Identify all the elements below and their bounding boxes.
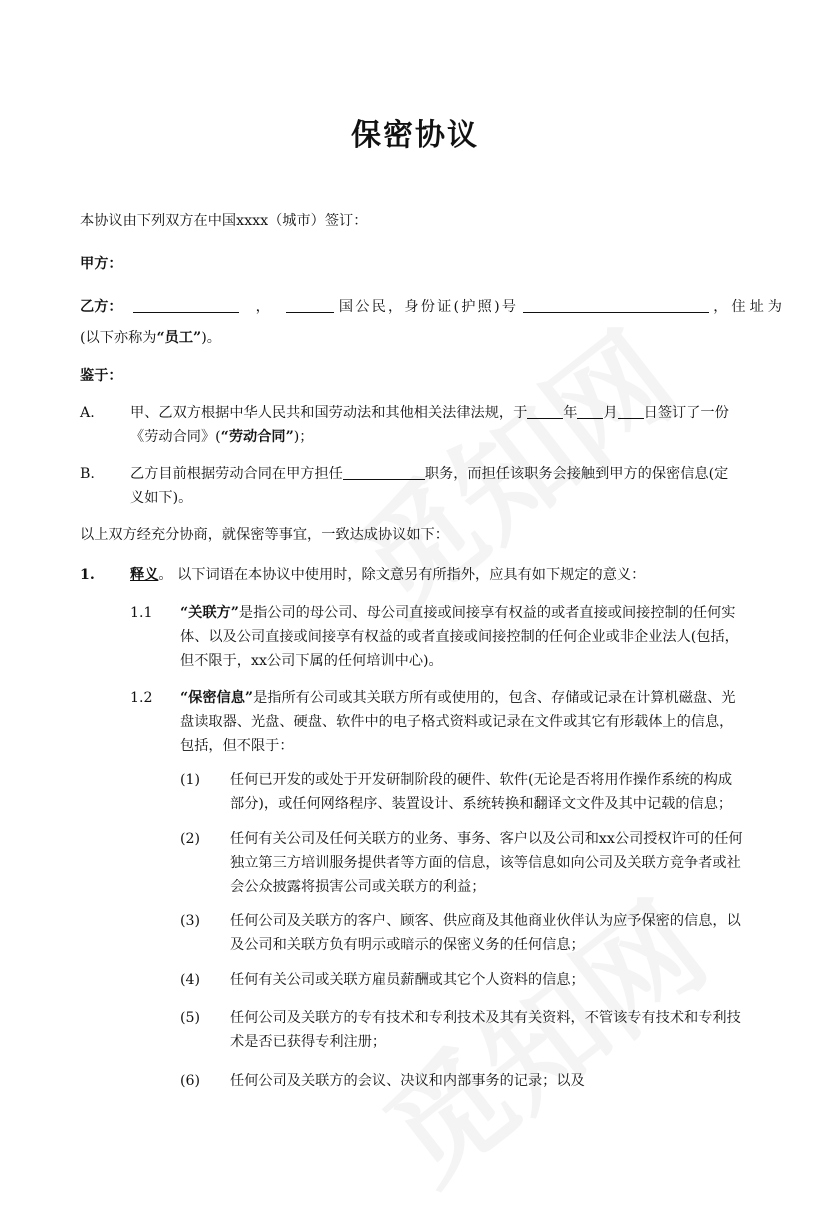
item-number: (2) (180, 831, 201, 847)
employee-definition-line: (以下亦称为“员工”)。 (80, 330, 221, 346)
item-number: (5) (180, 1010, 201, 1026)
item-line: 任何公司及关联方的会议、决议和内部事务的记录；以及 (230, 1073, 585, 1089)
nationality-blank (286, 297, 334, 313)
recital-b-line2: 义如下)。 (130, 490, 193, 506)
section-1-number: 1. (80, 567, 95, 583)
clause-1-1-line2: 体、以及公司直接或间接享有权益的或者直接或间接控制的任何企业或非企业法人(包括， (180, 629, 739, 645)
document-title: 保密协议 (351, 118, 479, 153)
item-number: (6) (180, 1073, 201, 1089)
clause-1-2-line1: “保密信息”是指所有公司或其关联方所有或使用的，包含、存储或记录在计算机磁盘、光 (180, 690, 736, 706)
recital-b-line1: 乙方目前根据劳动合同在甲方担任 职务，而担任该职务会接触到甲方的保密信息(定 (130, 466, 729, 482)
id-number-blank (523, 297, 709, 313)
item-number: (3) (180, 913, 201, 929)
item-line: 任何有关公司或关联方雇员薪酬或其它个人资料的信息； (230, 972, 585, 988)
section-1-line: 释义。 以下词语在本协议中使用时，除文意另有所指外，应具有如下规定的意义： (130, 567, 646, 583)
clause-1-1-line3: 但不限于，xx公司下属的任何培训中心)。 (180, 653, 443, 669)
recital-a-marker: A. (80, 405, 95, 421)
recital-a-line1: 甲、乙双方根据中华人民共和国劳动法和其他相关法律法规，于 年 月 日签订了一份 (130, 405, 729, 421)
item-line: 及公司和关联方负有明示或暗示的保密义务的任何信息； (230, 937, 585, 953)
item-line: 部分)，或任何网络程序、装置设计、系统转换和翻译文文件及其中记载的信息； (230, 796, 733, 812)
item-line: 任何公司及关联方的专有技术和专利技术及其有关资料，不管该专有技术和专利技 (230, 1010, 741, 1026)
clause-1-1-line1: “关联方”是指公司的母公司、母公司直接或间接享有权益的或者直接或间接控制的任何实 (180, 605, 736, 621)
party-b-name-blank (133, 297, 239, 313)
clause-1-2-line2: 盘读取器、光盘、硬盘、软件中的电子格式资料或记录在文件或其它有形载体上的信息， (180, 714, 734, 730)
item-number: (4) (180, 972, 201, 988)
party-b-label: 乙方： (80, 299, 123, 315)
section-1-heading: 释义 (130, 567, 159, 583)
item-line: 任何公司及关联方的客户、顾客、供应商及其他商业伙伴认为应予保密的信息，以 (230, 913, 741, 929)
clause-1-2-number: 1.2 (130, 690, 153, 706)
item-line: 会公众披露将损害公司或关联方的利益； (230, 879, 486, 895)
clause-1-1-number: 1.1 (130, 605, 153, 621)
recital-b-marker: B. (80, 466, 95, 482)
whereas-label: 鉴于： (80, 368, 123, 384)
item-line: 任何已开发的或处于开发研制阶段的硬件、软件(无论是否将用作操作系统的构成 (230, 772, 733, 788)
item-line: 独立第三方培训服务提供者等方面的信息，该等信息如向公司及关联方竞争者或社 (230, 855, 741, 871)
agreement-line: 以上双方经充分协商，就保密等事宜，一致达成协议如下： (80, 527, 449, 543)
intro-line: 本协议由下列双方在中国xxxx（城市）签订： (80, 213, 368, 229)
party-a-label: 甲方： (80, 256, 123, 272)
party-b-line: 乙方： ， 国公民，身份证(护照)号 ，住址为 (80, 299, 786, 315)
item-line: 术是否已获得专利注册； (230, 1034, 387, 1050)
clause-1-2-line3: 包括，但不限于： (180, 738, 294, 754)
recital-a-line2: 《劳动合同》(“劳动合同”)； (130, 429, 314, 445)
item-number: (1) (180, 772, 201, 788)
item-line: 任何有关公司及任何关联方的业务、事务、客户以及公司和xx公司授权许可的任何 (230, 831, 743, 847)
